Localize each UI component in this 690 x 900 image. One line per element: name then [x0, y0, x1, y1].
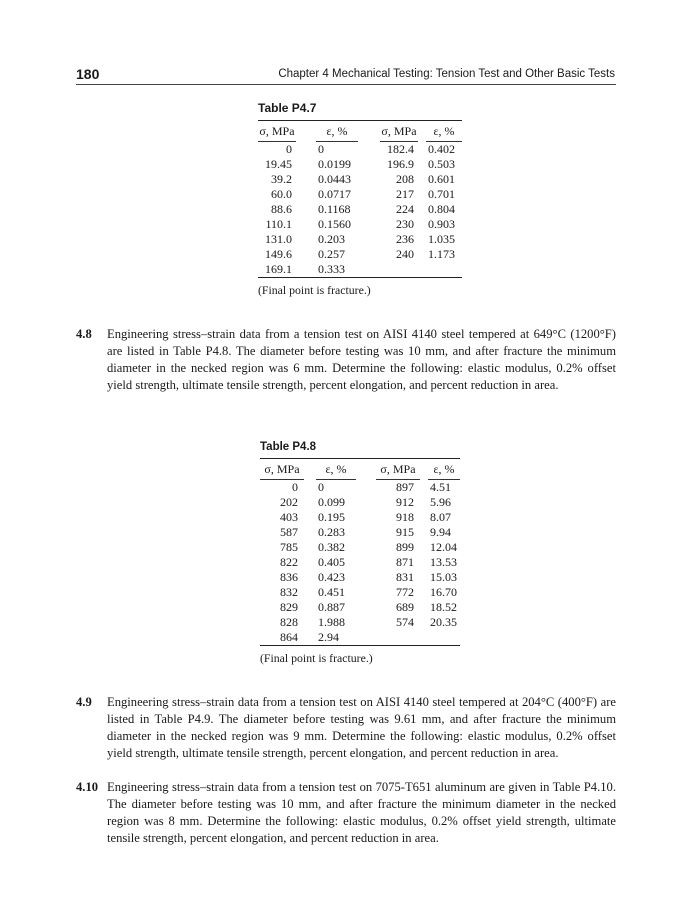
epsilon-cell: 20.35 [430, 615, 457, 629]
col-header-eps: ε, % [316, 121, 358, 142]
table-note: (Final point is fracture.) [260, 651, 373, 665]
epsilon-cell: 0.0199 [318, 157, 351, 171]
table-row [258, 202, 462, 217]
col-header-sigma: σ, MPa [258, 121, 296, 142]
epsilon-cell: 0.203 [318, 232, 345, 246]
epsilon-cell: 0.099 [318, 495, 345, 509]
sigma-cell: 836 [280, 570, 298, 584]
table-row [258, 262, 462, 277]
table-body [258, 142, 462, 277]
epsilon-cell: 0.0717 [318, 187, 351, 201]
table-row [258, 142, 462, 157]
sigma-cell: 574 [396, 615, 414, 629]
epsilon-cell: 4.51 [430, 480, 451, 494]
sigma-cell: 915 [396, 525, 414, 539]
table-caption: Table P4.7 [258, 101, 317, 115]
sigma-cell: 208 [396, 172, 414, 186]
epsilon-cell: 0.405 [318, 555, 345, 569]
table-note: (Final point is fracture.) [258, 283, 371, 297]
running-title: Chapter 4 Mechanical Testing: Tension Test and Other Basic Tests [278, 68, 615, 80]
table-row [260, 480, 460, 495]
epsilon-cell: 0.382 [318, 540, 345, 554]
epsilon-cell: 18.52 [430, 600, 457, 614]
sigma-cell: 202 [280, 495, 298, 509]
sigma-cell: 0 [292, 480, 298, 494]
table-bottom-rule [258, 277, 462, 278]
table-body [260, 480, 460, 645]
sigma-cell: 587 [280, 525, 298, 539]
sigma-cell: 236 [396, 232, 414, 246]
col-header-sigma: σ, MPa [376, 459, 420, 480]
sigma-cell: 196.9 [387, 157, 414, 171]
table-row [260, 615, 460, 630]
sigma-cell: 182.4 [387, 142, 414, 156]
problem-4-10 [76, 779, 616, 847]
epsilon-cell: 1.173 [428, 247, 455, 261]
sigma-cell: 829 [280, 600, 298, 614]
sigma-cell: 88.6 [271, 202, 292, 216]
table-caption: Table P4.8 [260, 441, 317, 453]
sigma-cell: 831 [396, 570, 414, 584]
table-row [260, 585, 460, 600]
sigma-cell: 60.0 [271, 187, 292, 201]
data-table [260, 459, 460, 645]
table-p4-8 [260, 441, 460, 666]
sigma-cell: 912 [396, 495, 414, 509]
epsilon-cell: 0.283 [318, 525, 345, 539]
problem-number: 4.8 [76, 327, 92, 341]
sigma-cell: 828 [280, 615, 298, 629]
table-row [258, 187, 462, 202]
epsilon-cell: 2.94 [318, 630, 339, 644]
sigma-cell: 110.1 [265, 217, 292, 231]
problem-number: 4.9 [76, 695, 92, 709]
epsilon-cell: 12.04 [430, 540, 457, 554]
problem-4-9 [76, 694, 616, 762]
problem-text: Engineering stress–strain data from a tension test on AISI 4140 steel tempered at 204°C (400°F) are listed in Table P4.9. The diameter before testing was 9.61 mm, and after fracture the minimum diameter in the necked region was 9 mm. Determine the following: elastic modulus, 0.2% offset yield strength, ultimate tensile strength, percent elongation, and percent reduction in area. [107, 695, 616, 760]
epsilon-cell: 0 [318, 480, 324, 494]
table-p4-7 [258, 101, 462, 298]
epsilon-cell: 0.423 [318, 570, 345, 584]
sigma-cell: 832 [280, 585, 298, 599]
epsilon-cell: 0.402 [428, 142, 455, 156]
epsilon-cell: 0.887 [318, 600, 345, 614]
sigma-cell: 785 [280, 540, 298, 554]
sigma-cell: 897 [396, 480, 414, 494]
epsilon-cell: 0 [318, 142, 324, 156]
sigma-cell: 403 [280, 510, 298, 524]
sigma-cell: 864 [280, 630, 298, 644]
col-header-sigma: σ, MPa [380, 121, 418, 142]
problem-text: Engineering stress–strain data from a tension test on 7075-T651 aluminum are given in Table P4.10. The diameter before testing was 10 mm, and after fracture the minimum diameter in the necked region was 8 mm. Determine the following: elastic modulus, 0.2% offset yield strength, ultimate tensile strength, percent elongation, and percent reduction in area. [107, 780, 616, 845]
epsilon-cell: 16.70 [430, 585, 457, 599]
epsilon-cell: 1.988 [318, 615, 345, 629]
epsilon-cell: 9.94 [430, 525, 451, 539]
sigma-cell: 217 [396, 187, 414, 201]
epsilon-cell: 0.503 [428, 157, 455, 171]
table-row [260, 510, 460, 525]
table-row [258, 157, 462, 172]
table-row [260, 570, 460, 585]
problem-number: 4.10 [76, 780, 99, 794]
header-rule [76, 84, 616, 85]
table-row [258, 172, 462, 187]
table-row [260, 600, 460, 615]
epsilon-cell: 0.1168 [318, 202, 351, 216]
data-table [258, 121, 462, 277]
sigma-cell: 131.0 [265, 232, 292, 246]
table-row [260, 555, 460, 570]
sigma-cell: 772 [396, 585, 414, 599]
sigma-cell: 822 [280, 555, 298, 569]
page-number: 180 [76, 66, 100, 82]
problem-4-8 [76, 326, 616, 394]
sigma-cell: 240 [396, 247, 414, 261]
sigma-cell: 19.45 [265, 157, 292, 171]
epsilon-cell: 1.035 [428, 232, 455, 246]
epsilon-cell: 0.804 [428, 202, 455, 216]
sigma-cell: 230 [396, 217, 414, 231]
sigma-cell: 0 [286, 142, 292, 156]
problem-text: Engineering stress–strain data from a tension test on AISI 4140 steel tempered at 649°C (1200°F) are listed in Table P4.8. The diameter before testing was 10 mm, and after fracture the minimum diameter in the necked region was 6 mm. Determine the following: elastic modulus, 0.2% offset yield strength, ultimate tensile strength, percent elongation, and percent reduction in area. [107, 327, 616, 392]
epsilon-cell: 0.601 [428, 172, 455, 186]
epsilon-cell: 8.07 [430, 510, 451, 524]
sigma-cell: 871 [396, 555, 414, 569]
table-row [260, 495, 460, 510]
epsilon-cell: 0.333 [318, 262, 345, 276]
table-row [258, 247, 462, 262]
sigma-cell: 39.2 [271, 172, 292, 186]
table-row [258, 217, 462, 232]
table-row [260, 525, 460, 540]
col-header-eps: ε, % [426, 121, 462, 142]
col-header-eps: ε, % [316, 459, 356, 480]
epsilon-cell: 0.195 [318, 510, 345, 524]
epsilon-cell: 15.03 [430, 570, 457, 584]
table-row [260, 630, 460, 645]
epsilon-cell: 5.96 [430, 495, 451, 509]
col-header-eps: ε, % [428, 459, 460, 480]
epsilon-cell: 13.53 [430, 555, 457, 569]
sigma-cell: 689 [396, 600, 414, 614]
sigma-cell: 899 [396, 540, 414, 554]
col-header-sigma: σ, MPa [260, 459, 304, 480]
table-bottom-rule [260, 645, 460, 646]
epsilon-cell: 0.701 [428, 187, 455, 201]
table-row [258, 232, 462, 247]
epsilon-cell: 0.451 [318, 585, 345, 599]
sigma-cell: 918 [396, 510, 414, 524]
sigma-cell: 149.6 [265, 247, 292, 261]
sigma-cell: 169.1 [265, 262, 292, 276]
epsilon-cell: 0.1560 [318, 217, 351, 231]
epsilon-cell: 0.257 [318, 247, 345, 261]
sigma-cell: 224 [396, 202, 414, 216]
epsilon-cell: 0.0443 [318, 172, 351, 186]
table-row [260, 540, 460, 555]
epsilon-cell: 0.903 [428, 217, 455, 231]
